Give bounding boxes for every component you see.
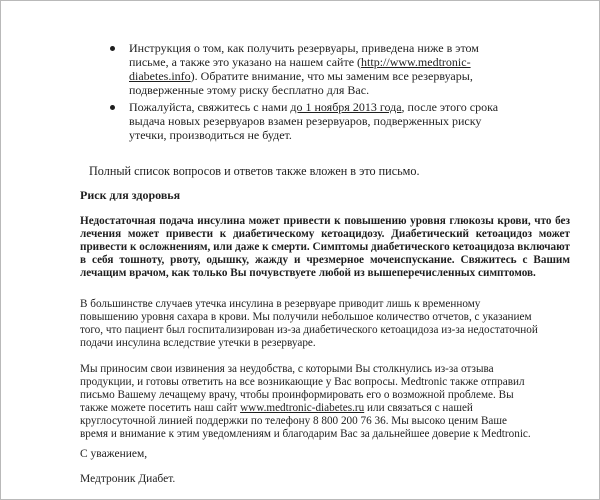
bullet-text: Пожалуйста, свяжитесь с нами [129,100,291,114]
bullet-text: ). Обратите внимание, что мы заменим все резервуары, подверженные этому риску бесплатно для Вас. [129,69,473,97]
bullet-list [129,41,519,145]
paragraph-apology [80,363,536,441]
paragraph-cases: В большинстве случаев утечка инсулина в резервуаре приводит лишь к временному повышению уровня сахара в крови. Мы получили небольшое количество отчетов, с указанием того, что пациент был госпитализирован из-за диабетического кетоацидоза из-за недостаточной подачи инсулина вследствие утечки в резервуаре. [80,298,538,349]
paragraph-text: Мы приносим свои извинения за неудобства, с которыми Вы столкнулись из-за отзыва продукции, и готовы ответить на все возникающие у Вас вопросы. Medtronic также отправил письмо Вашему лечащему врачу, чтобы проинформировать его о возможной проблеме. Вы также можете посетить наш сайт [80,363,525,414]
deadline-date: до 1 ноября 2013 года [290,100,402,114]
bullet-item-deadline [129,100,519,142]
closing: С уважением, [80,448,148,460]
bullet-text: Инструкция о том, как получить резервуары, приведена ниже в этом письме, а также это указано на нашем сайте ( [129,41,479,69]
bullet-item-instructions [129,41,519,97]
paragraph-text: или связаться с нашей круглосуточной линией поддержки по телефону 8 800 200 76 36. Мы высоко ценим Ваше время и внимание к этим уведомлениям и благодарим Вас за дальнейшее доверие к Medtronic. [80,402,531,440]
signature: Медтроник Диабет. [80,473,176,485]
bullet-text: , после этого срока выдача новых резервуаров взамен резервуаров, подверженных риску утечки, производиться не будет. [129,100,499,142]
section-heading: Риск для здоровья [80,188,181,202]
intro-text: Полный список вопросов и ответов также вложен в это письмо. [89,164,420,178]
medtronic-ru-link[interactable]: www.medtronic-diabetes.ru [240,402,365,414]
paragraph-risk: Недостаточная подача инсулина может привести к повышению уровня глюкозы крови, что без лечения может привести к диабетическому кетоацидозу. Диабетический кетоацидоз может привести к осложнениям, или даже к смерти. Симптомы диабетического кетоацидоза включают в себя тошноту, рвоту, одышку, жажду и чрезмерное мочеиспускание. Свяжитесь с Вашим лечащим врачом, как только Вы почувствуете любой из вышеперечисленных симптомов. [80,215,570,279]
medtronic-info-link[interactable]: http://www.medtronic-diabetes.info [129,55,471,83]
